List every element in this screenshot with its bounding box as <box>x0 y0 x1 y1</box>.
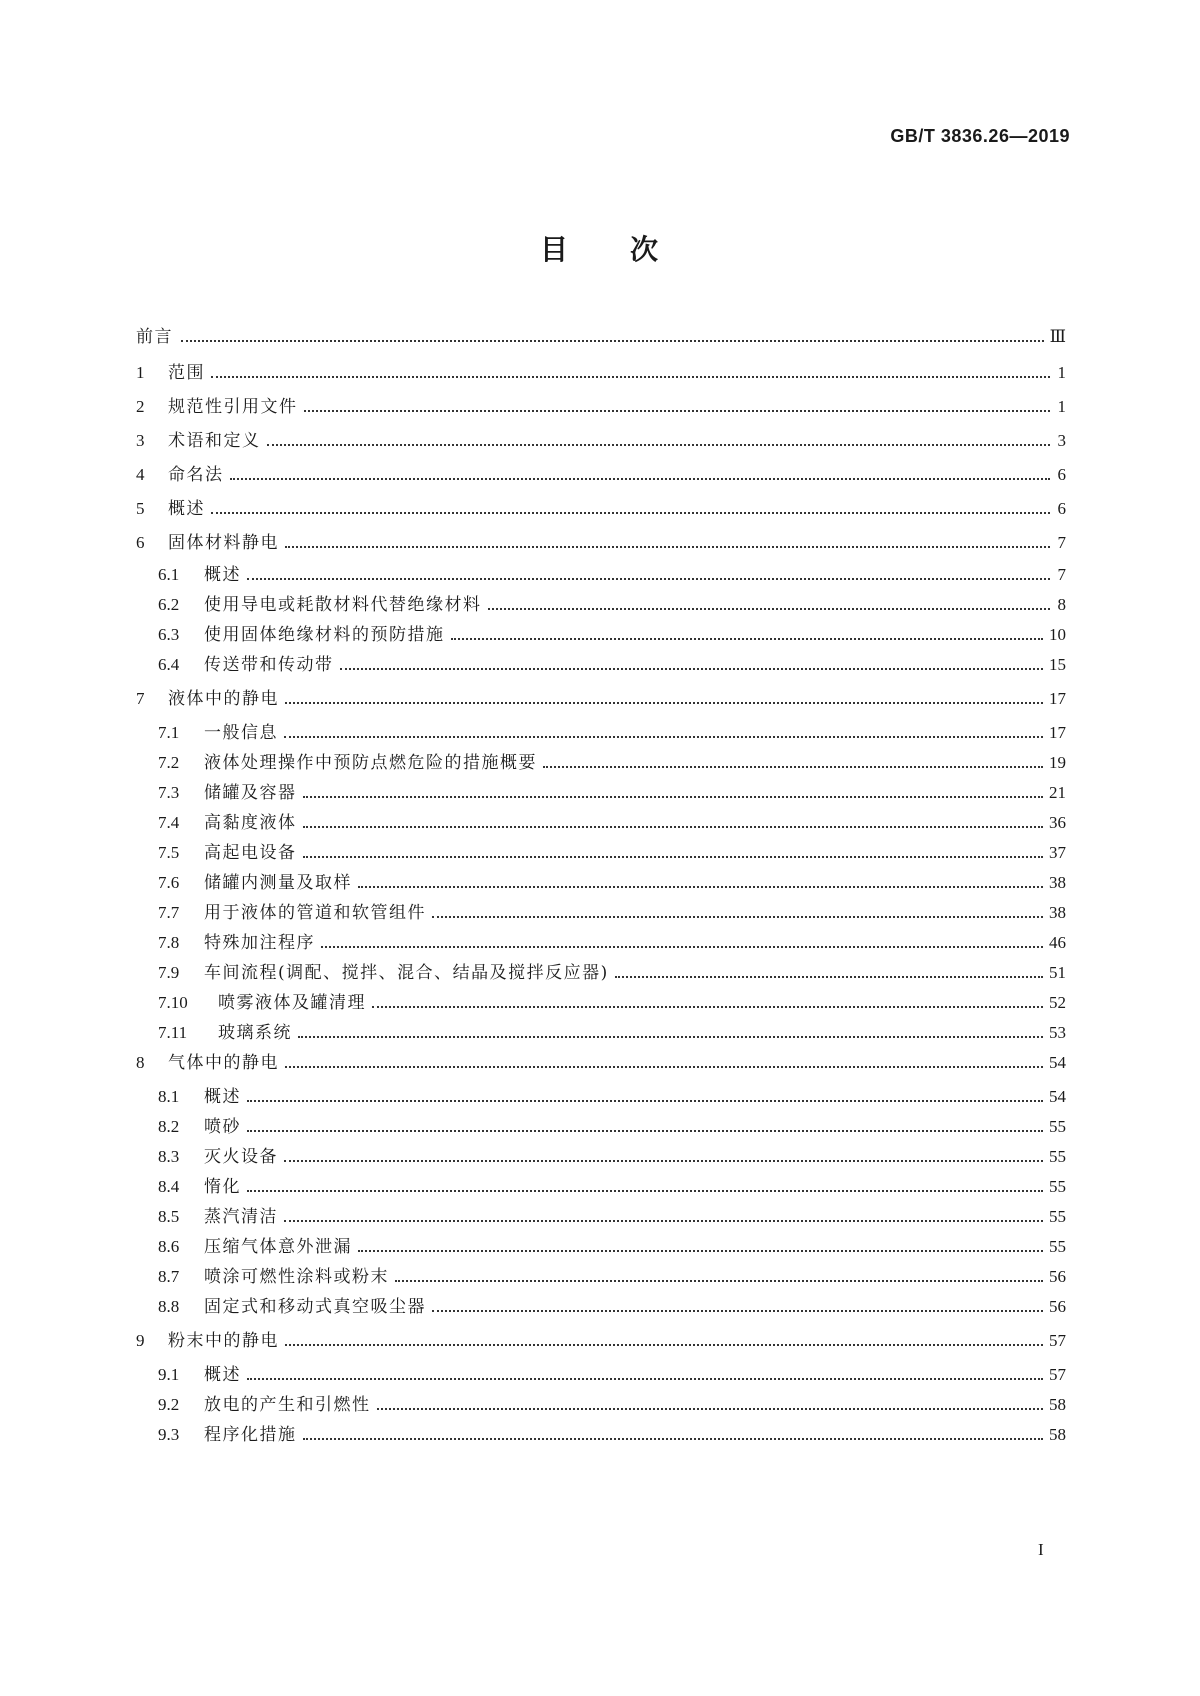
toc-entry-label: 程序化措施 <box>204 1425 297 1445</box>
toc-entry-page: 57 <box>1049 1365 1066 1384</box>
toc-leader-dots <box>284 735 1043 738</box>
toc-entry-number: 7.7 <box>158 903 180 922</box>
toc-entry-page: 53 <box>1049 1023 1066 1042</box>
toc-entry-page: 54 <box>1049 1053 1066 1072</box>
toc-entry[interactable] <box>158 593 1066 617</box>
toc-entry-number: 6.4 <box>158 655 180 674</box>
toc-entry-page: 58 <box>1049 1425 1066 1444</box>
toc-entry-label: 玻璃系统 <box>218 1023 292 1043</box>
toc-leader-dots <box>615 975 1043 978</box>
toc-entry-page: 7 <box>1057 565 1066 584</box>
toc-leader-dots <box>432 1309 1043 1312</box>
toc-entry-label: 惰化 <box>204 1177 241 1197</box>
toc-leader-dots <box>303 855 1044 858</box>
toc-leader-dots <box>395 1279 1043 1282</box>
toc-leader-dots <box>181 339 1044 342</box>
toc-entry[interactable] <box>158 871 1066 895</box>
toc-entry-label: 固定式和移动式真空吸尘器 <box>204 1297 426 1317</box>
toc-entry-page: Ⅲ <box>1049 327 1066 346</box>
toc-entry-label: 喷涂可燃性涂料或粉末 <box>204 1267 389 1287</box>
toc-entry-page: 36 <box>1049 813 1066 832</box>
toc-entry[interactable] <box>136 361 1066 385</box>
toc-entry-number: 6.2 <box>158 595 180 614</box>
toc-entry-page: 19 <box>1049 753 1066 772</box>
toc-entry[interactable] <box>158 1115 1066 1139</box>
toc-entry-label: 气体中的静电 <box>168 1053 279 1073</box>
toc-entry-label: 液体处理操作中预防点燃危险的措施概要 <box>204 753 537 773</box>
toc-entry-label: 粉末中的静电 <box>168 1331 279 1351</box>
toc-leader-dots <box>211 375 1050 378</box>
toc-entry[interactable] <box>158 1295 1066 1319</box>
toc-entry[interactable] <box>158 653 1066 677</box>
toc-leader-dots <box>285 1065 1043 1068</box>
toc-leader-dots <box>432 915 1043 918</box>
toc-entry-page: 7 <box>1057 533 1066 552</box>
toc-entry-page: 21 <box>1049 783 1066 802</box>
toc-entry[interactable] <box>158 811 1066 835</box>
toc-entry-number: 8.3 <box>158 1147 180 1166</box>
toc-entry-number: 6.1 <box>158 565 180 584</box>
toc-entry-number: 8.8 <box>158 1297 180 1316</box>
toc-entry-number: 2 <box>136 397 145 416</box>
toc-leader-dots <box>211 511 1050 514</box>
toc-entry[interactable] <box>158 841 1066 865</box>
toc-entry[interactable] <box>158 901 1066 925</box>
toc-entry[interactable] <box>158 1235 1066 1259</box>
toc-entry-label: 喷雾液体及罐清理 <box>218 993 366 1013</box>
toc-entry[interactable] <box>136 497 1066 521</box>
toc-entry-page: 52 <box>1049 993 1066 1012</box>
toc-leader-dots <box>303 825 1044 828</box>
toc-entry-label: 放电的产生和引燃性 <box>204 1395 371 1415</box>
toc-entry-page: 38 <box>1049 873 1066 892</box>
toc-entry-label: 高起电设备 <box>204 843 297 863</box>
toc-entry-page: 58 <box>1049 1395 1066 1414</box>
toc-entry-number: 7.11 <box>158 1023 188 1042</box>
toc-entry[interactable] <box>158 1205 1066 1229</box>
toc-entry-number: 8.6 <box>158 1237 180 1256</box>
toc-entry-number: 7.3 <box>158 783 180 802</box>
toc-leader-dots <box>247 1129 1043 1132</box>
toc-entry-number: 7.5 <box>158 843 180 862</box>
toc-entry-page: 54 <box>1049 1087 1066 1106</box>
toc-entry-number: 6.3 <box>158 625 180 644</box>
toc-entry[interactable] <box>158 1085 1066 1109</box>
toc-entry[interactable] <box>158 991 1066 1015</box>
toc-entry-page: 17 <box>1049 723 1066 742</box>
toc-entry-label: 固体材料静电 <box>168 533 279 553</box>
toc-entry-label: 一般信息 <box>204 723 278 743</box>
toc-entry-page: 46 <box>1049 933 1066 952</box>
toc-entry-label: 规范性引用文件 <box>168 397 298 417</box>
toc-entry[interactable] <box>158 1423 1066 1447</box>
toc-entry-label: 传送带和传动带 <box>204 655 334 675</box>
toc-leader-dots <box>247 1099 1043 1102</box>
toc-entry[interactable] <box>158 563 1066 587</box>
toc-leader-dots <box>303 1437 1044 1440</box>
toc-entry[interactable] <box>136 325 1066 349</box>
toc-entry-page: 3 <box>1057 431 1066 450</box>
toc-entry-number: 7.4 <box>158 813 180 832</box>
toc-entry-label: 术语和定义 <box>168 431 261 451</box>
toc-entry-page: 10 <box>1049 625 1066 644</box>
toc-leader-dots <box>247 1377 1043 1380</box>
toc-entry[interactable] <box>158 751 1066 775</box>
toc-entry-page: 55 <box>1049 1177 1066 1196</box>
toc-leader-dots <box>377 1407 1044 1410</box>
standard-number: GB/T 3836.26—2019 <box>890 126 1070 146</box>
toc-entry-number: 8.1 <box>158 1087 180 1106</box>
toc-entry-page: 17 <box>1049 689 1066 708</box>
toc-entry-number: 8 <box>136 1053 145 1072</box>
toc-entry-page: 1 <box>1057 397 1066 416</box>
toc-entry-label: 命名法 <box>168 465 224 485</box>
toc-entry-label: 使用导电或耗散材料代替绝缘材料 <box>204 595 482 615</box>
toc-entry-page: 55 <box>1049 1207 1066 1226</box>
toc-leader-dots <box>340 667 1044 670</box>
toc-entry-page: 37 <box>1049 843 1066 862</box>
toc-entry-number: 5 <box>136 499 145 518</box>
toc-entry-number: 7.10 <box>158 993 188 1012</box>
toc-entry[interactable] <box>158 1393 1066 1417</box>
toc-entry-number: 9.3 <box>158 1425 180 1444</box>
toc-entry-label: 用于液体的管道和软管组件 <box>204 903 426 923</box>
toc-entry-page: 6 <box>1057 465 1066 484</box>
toc-entry[interactable] <box>136 429 1066 453</box>
toc-entry[interactable] <box>136 1329 1066 1353</box>
toc-entry-number: 7.6 <box>158 873 180 892</box>
page-number: I <box>1038 1540 1044 1559</box>
toc-entry-page: 55 <box>1049 1117 1066 1136</box>
toc-entry-label: 灭火设备 <box>204 1147 278 1167</box>
toc-entry-label: 液体中的静电 <box>168 689 279 709</box>
toc-entry-number: 8.4 <box>158 1177 180 1196</box>
toc-entry-label: 储罐内测量及取样 <box>204 873 352 893</box>
toc-entry-number: 7.9 <box>158 963 180 982</box>
toc-leader-dots <box>285 701 1043 704</box>
toc-entry[interactable] <box>158 1021 1066 1045</box>
toc-entry-page: 1 <box>1057 363 1066 382</box>
toc-entry-number: 7.8 <box>158 933 180 952</box>
toc-leader-dots <box>285 1343 1043 1346</box>
toc-entry-label: 概述 <box>204 565 241 585</box>
toc-leader-dots <box>303 795 1044 798</box>
toc-leader-dots <box>284 1219 1043 1222</box>
toc-leader-dots <box>298 1035 1043 1038</box>
toc-entry-label: 喷砂 <box>204 1117 241 1137</box>
toc-leader-dots <box>451 637 1044 640</box>
toc-entry[interactable] <box>158 721 1066 745</box>
toc-leader-dots <box>284 1159 1043 1162</box>
toc-entry-number: 8.5 <box>158 1207 180 1226</box>
toc-entry[interactable] <box>136 687 1066 711</box>
toc-leader-dots <box>247 577 1050 580</box>
toc-entry-label: 蒸汽清洁 <box>204 1207 278 1227</box>
toc-entry-page: 51 <box>1049 963 1066 982</box>
toc-entry-number: 4 <box>136 465 145 484</box>
toc-entry-label: 使用固体绝缘材料的预防措施 <box>204 625 445 645</box>
toc-entry-number: 7.1 <box>158 723 180 742</box>
toc-entry-label: 概述 <box>204 1365 241 1385</box>
toc-entry[interactable] <box>158 1265 1066 1289</box>
toc-entry-page: 38 <box>1049 903 1066 922</box>
toc-leader-dots <box>267 443 1051 446</box>
toc-entry-label: 高黏度液体 <box>204 813 297 833</box>
toc-entry-number: 7.2 <box>158 753 180 772</box>
toc-entry-page: 57 <box>1049 1331 1066 1350</box>
toc-entry-label: 压缩气体意外泄漏 <box>204 1237 352 1257</box>
toc-entry-number: 6 <box>136 533 145 552</box>
toc-entry-label: 概述 <box>204 1087 241 1107</box>
toc-entry-label: 前言 <box>136 327 173 347</box>
toc-entry-page: 55 <box>1049 1237 1066 1256</box>
toc-entry-label: 概述 <box>168 499 205 519</box>
toc-entry[interactable] <box>158 1145 1066 1169</box>
toc-entry[interactable] <box>158 781 1066 805</box>
toc-entry-number: 1 <box>136 363 145 382</box>
toc-entry[interactable] <box>136 463 1066 487</box>
toc-leader-dots <box>358 1249 1043 1252</box>
toc-leader-dots <box>230 477 1051 480</box>
toc-entry[interactable] <box>158 961 1066 985</box>
toc-leader-dots <box>358 885 1043 888</box>
toc-entry-page: 56 <box>1049 1267 1066 1286</box>
toc-entry[interactable] <box>136 531 1066 555</box>
toc-leader-dots <box>247 1189 1043 1192</box>
toc-entry-number: 9 <box>136 1331 145 1350</box>
toc-entry[interactable] <box>136 1051 1066 1075</box>
toc-entry-page: 6 <box>1057 499 1066 518</box>
toc-entry-number: 9.1 <box>158 1365 180 1384</box>
toc-leader-dots <box>304 409 1051 412</box>
toc-entry[interactable] <box>158 931 1066 955</box>
toc-leader-dots <box>543 765 1043 768</box>
toc-entry-number: 7 <box>136 689 145 708</box>
toc-leader-dots <box>321 945 1043 948</box>
toc-entry[interactable] <box>136 395 1066 419</box>
toc-entry-page: 55 <box>1049 1147 1066 1166</box>
toc-entry-page: 15 <box>1049 655 1066 674</box>
toc-entry-label: 特殊加注程序 <box>204 933 315 953</box>
toc-entry[interactable] <box>158 623 1066 647</box>
toc-entry-page: 8 <box>1057 595 1066 614</box>
toc-entry-number: 3 <box>136 431 145 450</box>
toc-entry[interactable] <box>158 1175 1066 1199</box>
toc-entry-page: 56 <box>1049 1297 1066 1316</box>
toc-entry-number: 8.2 <box>158 1117 180 1136</box>
toc-entry-label: 范围 <box>168 363 205 383</box>
toc-leader-dots <box>372 1005 1043 1008</box>
toc-entry[interactable] <box>158 1363 1066 1387</box>
toc-entry-label: 储罐及容器 <box>204 783 297 803</box>
toc-entry-number: 8.7 <box>158 1267 180 1286</box>
toc-entry-number: 9.2 <box>158 1395 180 1414</box>
toc-leader-dots <box>488 607 1051 610</box>
toc-leader-dots <box>285 545 1050 548</box>
page-title: 目 次 <box>539 233 660 266</box>
toc-entry-label: 车间流程(调配、搅拌、混合、结晶及搅拌反应器) <box>204 963 609 983</box>
